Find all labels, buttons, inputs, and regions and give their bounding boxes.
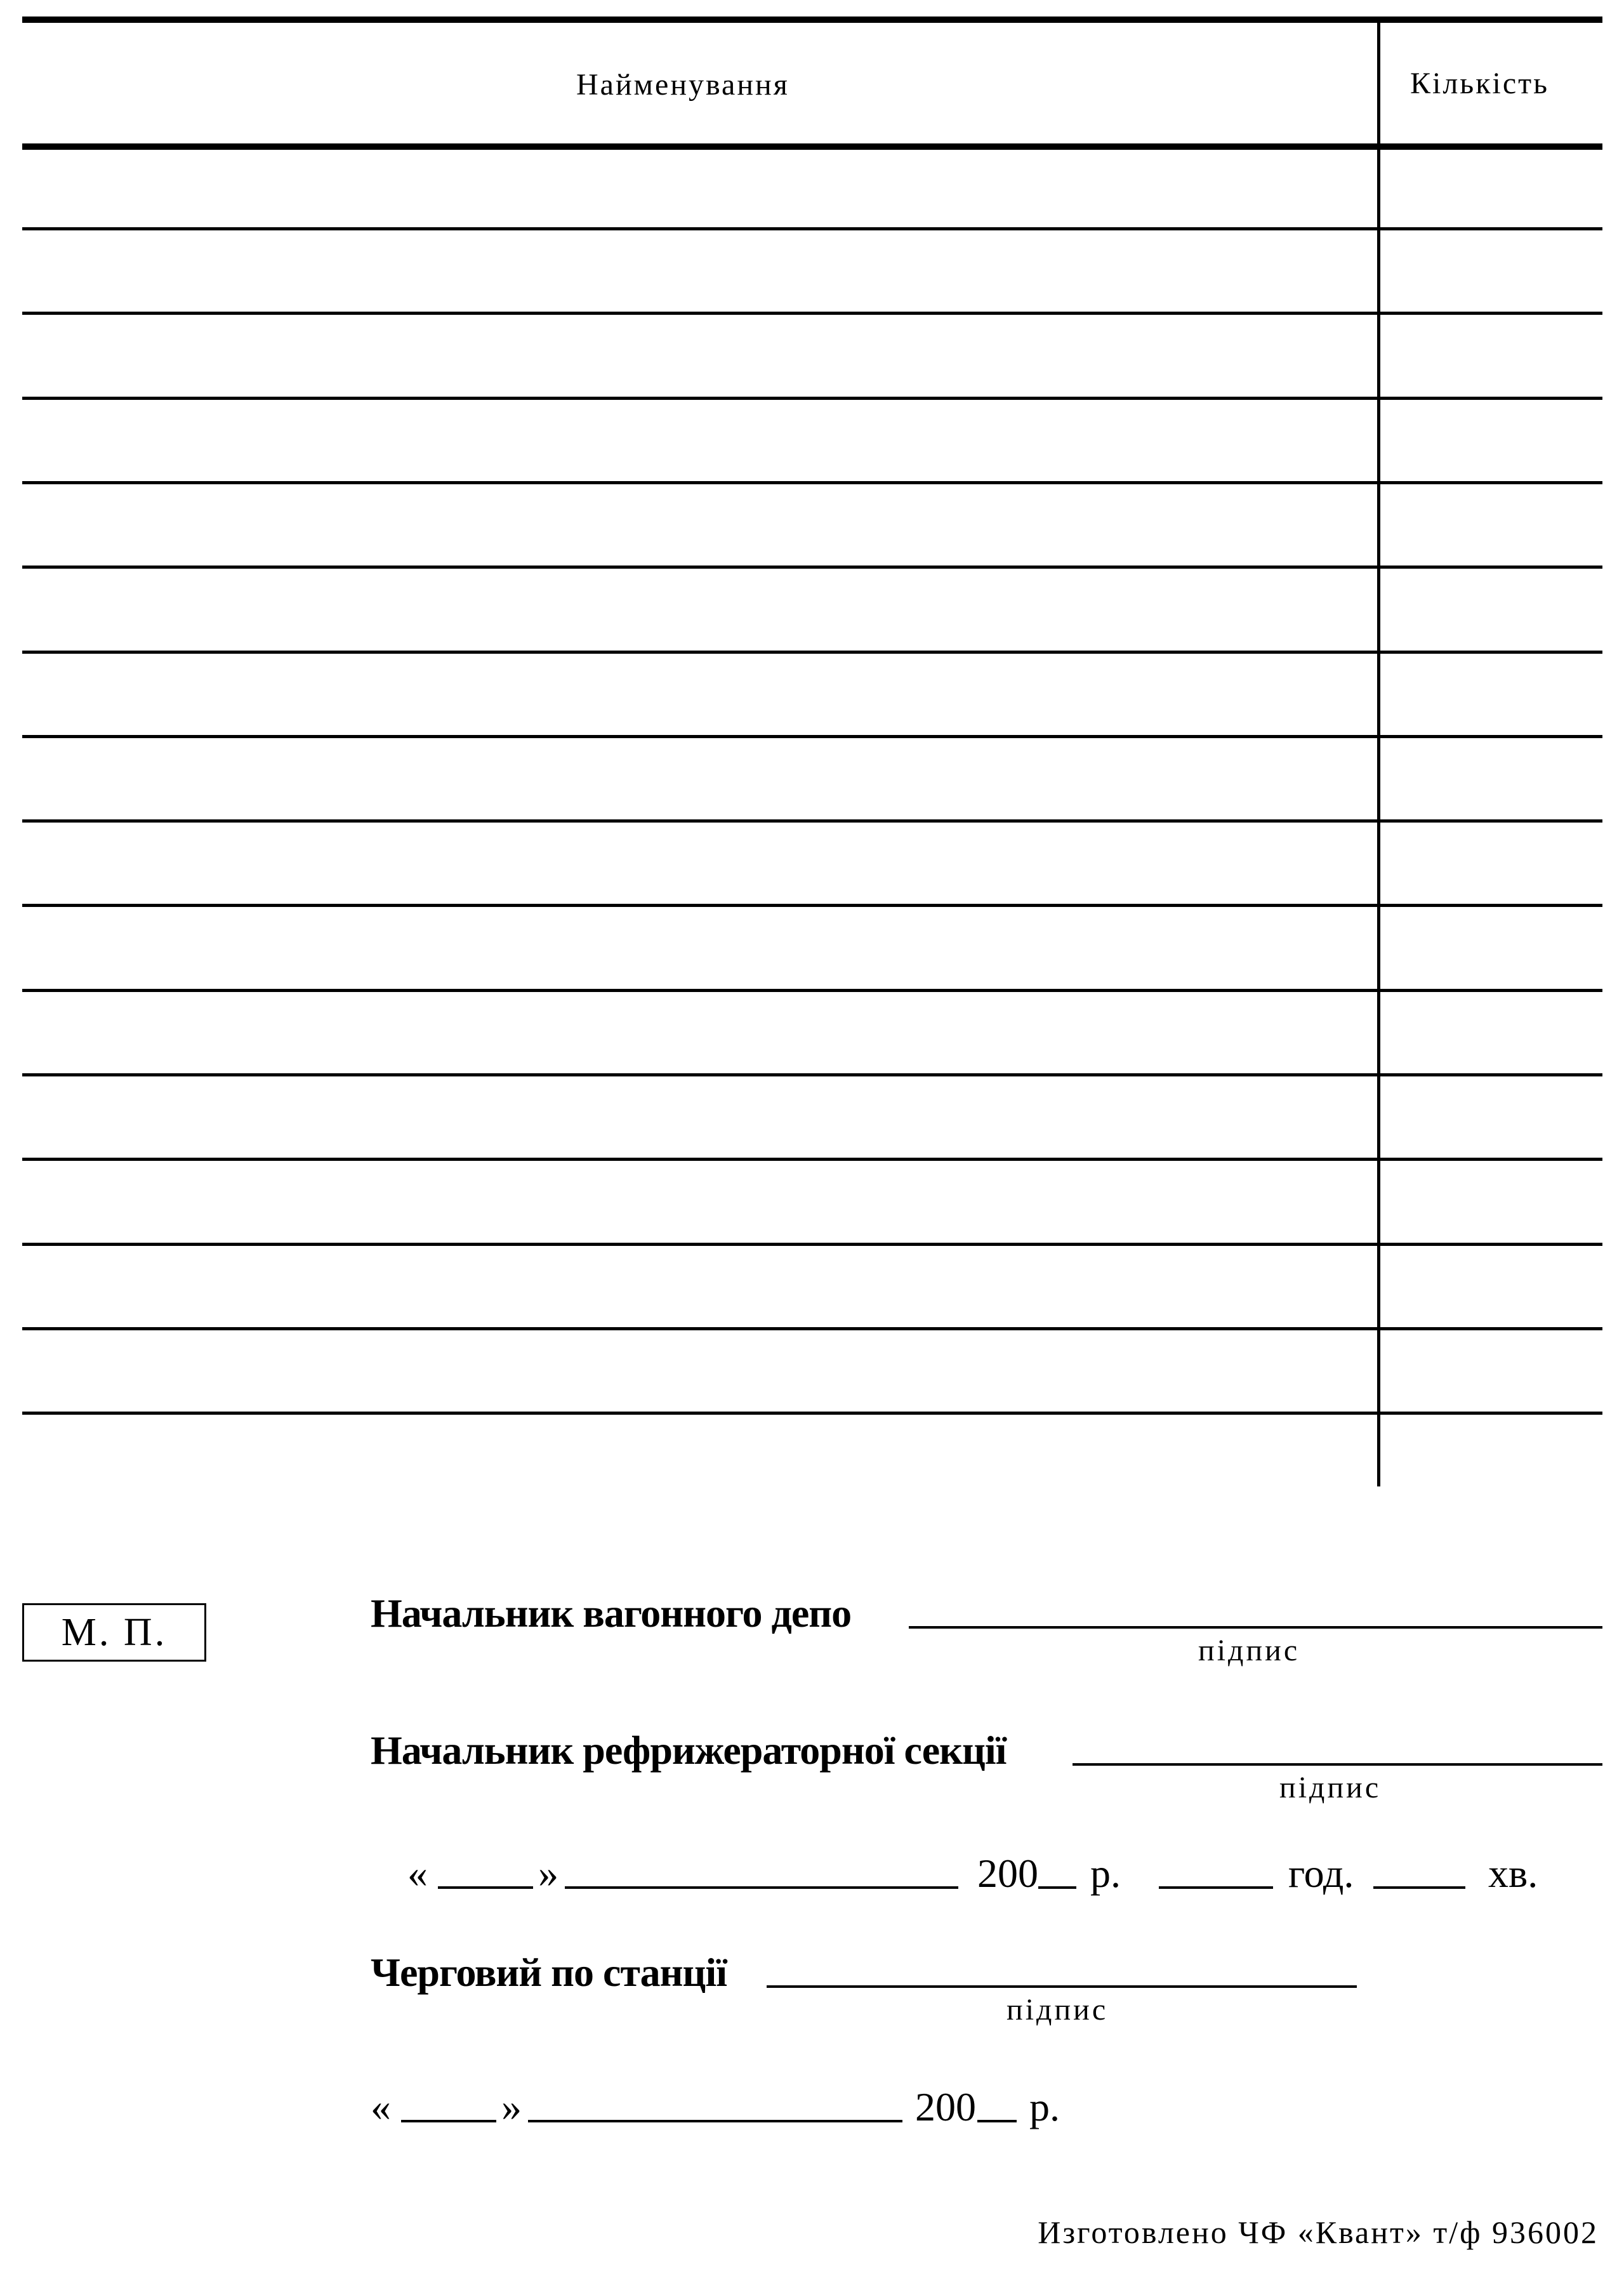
column-header-quantity: Кількість [1410,67,1550,100]
table-row-line [22,1412,1602,1415]
printer-imprint: Изготовлено ЧФ «Квант» т/ф 936002 [1038,2214,1599,2250]
table-row-line [22,566,1602,569]
signature-caption-depot-chief: підпис [1198,1634,1300,1667]
date1-year-suffix: р. [1090,1851,1121,1896]
table-row-line [22,904,1602,907]
signature-title-depot-chief: Начальник вагонного депо [371,1591,852,1636]
date1-hours-label: год. [1288,1851,1354,1896]
signature-caption-refrigerator-chief: підпис [1279,1771,1382,1804]
signature-line-depot-chief[interactable] [909,1626,1602,1629]
table-row-line [22,227,1602,230]
table-row-line [22,397,1602,400]
table-top-border [22,17,1602,23]
signature-title-refrigerator-chief: Начальник рефрижераторної секції [371,1728,1007,1773]
table-row-line [22,481,1602,484]
date2-year-field[interactable] [977,2120,1017,2122]
date2-month-field[interactable] [528,2120,902,2122]
stamp-label: М. П. [61,1610,168,1654]
date2-year-suffix: р. [1029,2084,1060,2129]
date2-year: 200 [915,2084,976,2129]
table-row-line [22,1327,1602,1330]
date2-day-field[interactable] [401,2120,496,2122]
table-row-line [22,735,1602,738]
date1-hours-field[interactable] [1159,1886,1273,1889]
date1-close-quote: » [538,1851,558,1896]
table-row-line [22,819,1602,823]
column-header-name: Найменування [576,68,789,102]
date2-close-quote: » [501,2084,522,2129]
table-row-line [22,312,1602,315]
date1-minutes-label: хв. [1488,1851,1538,1896]
date1-year-field[interactable] [1038,1886,1076,1889]
stamp-placeholder [22,1603,206,1662]
signature-title-station-duty: Черговий по станції [371,1950,727,1995]
date1-open-quote: « [407,1851,428,1896]
date2-open-quote: « [371,2084,391,2129]
date1-minutes-field[interactable] [1373,1886,1465,1889]
signature-line-refrigerator-chief[interactable] [1073,1763,1602,1766]
date1-day-field[interactable] [438,1886,533,1889]
date1-month-field[interactable] [565,1886,958,1889]
table-row-line [22,1073,1602,1076]
column-divider [1377,19,1380,1486]
table-row-line [22,989,1602,992]
table-row-line [22,1158,1602,1161]
table-row-line [22,1243,1602,1246]
table-row-line [22,651,1602,654]
signature-line-station-duty[interactable] [767,1985,1357,1988]
date1-year: 200 [977,1851,1038,1896]
signature-caption-station-duty: підпис [1007,1993,1109,2027]
table-header-border [22,143,1602,150]
